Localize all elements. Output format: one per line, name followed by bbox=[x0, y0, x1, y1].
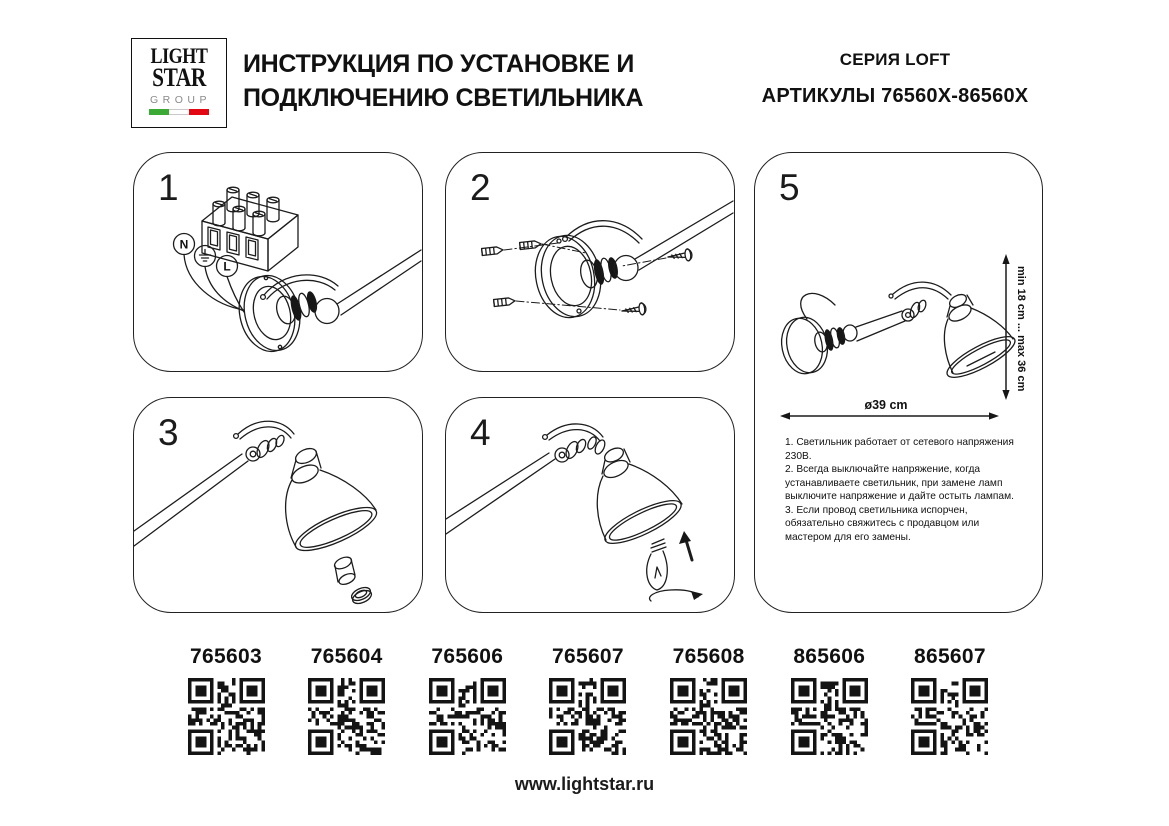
wire-label-line bbox=[217, 256, 238, 277]
article-code: 765608 bbox=[672, 645, 745, 668]
width-dimension-label: ø39 cm bbox=[864, 398, 908, 412]
qr-wrap bbox=[670, 678, 747, 755]
warning-item: 1. Светильник работает от сетевого напряжения 230В. bbox=[785, 437, 1014, 462]
flag-white bbox=[169, 109, 189, 115]
qr-code bbox=[429, 678, 506, 755]
qr-wrap bbox=[911, 678, 988, 755]
step-3-illustration bbox=[134, 398, 422, 612]
svg-text:N: N bbox=[179, 237, 189, 252]
step-3-number: 3 bbox=[158, 412, 179, 453]
logo-word-light: LIGHT bbox=[150, 43, 208, 68]
step-1-panel bbox=[133, 152, 423, 372]
lightstar-logo bbox=[131, 38, 227, 128]
lamp-arm bbox=[446, 424, 607, 534]
article-code: 765607 bbox=[552, 645, 624, 668]
article-code: 765603 bbox=[190, 645, 262, 668]
wire-label-neutral bbox=[174, 234, 195, 255]
website-url: www.lightstar.ru bbox=[514, 774, 655, 794]
qr-wrap bbox=[429, 678, 506, 755]
qr-wrap bbox=[791, 678, 868, 755]
header-right bbox=[745, 50, 1045, 108]
light-bulb bbox=[647, 539, 668, 590]
qr-code bbox=[791, 678, 868, 755]
article-code: 865607 bbox=[913, 645, 986, 668]
step-5-panel bbox=[754, 152, 1043, 613]
retaining-ring bbox=[350, 585, 374, 606]
step-1-illustration bbox=[134, 153, 422, 371]
page-title bbox=[243, 47, 643, 115]
articles-row bbox=[186, 645, 990, 770]
step-1-number: 1 bbox=[158, 167, 179, 208]
article-item bbox=[548, 645, 628, 770]
warning-item: 3. Если провод светильника испорчен, обязательно свяжитесь с продавцом или мастером для его замены. bbox=[785, 504, 980, 543]
supply-wires bbox=[184, 255, 244, 313]
series-label: СЕРИЯ LOFT bbox=[839, 50, 951, 69]
step-4-panel bbox=[445, 397, 735, 613]
step-2-illustration bbox=[446, 153, 734, 371]
article-item bbox=[186, 645, 266, 770]
article-item bbox=[427, 645, 507, 770]
assembled-lamp bbox=[777, 282, 1020, 384]
safety-warnings bbox=[785, 436, 1025, 544]
article-code: 765606 bbox=[431, 645, 504, 668]
article-item bbox=[669, 645, 749, 770]
qr-wrap bbox=[188, 678, 265, 755]
lamp-arm bbox=[134, 421, 294, 546]
lamp-shade bbox=[597, 445, 686, 551]
article-item bbox=[307, 645, 387, 770]
rotate-arrow bbox=[650, 590, 703, 601]
page-title-line1: ИНСТРУКЦИЯ ПО УСТАНОВКЕ И bbox=[243, 50, 635, 78]
article-code: 865606 bbox=[793, 645, 866, 668]
step-4-number: 4 bbox=[470, 412, 491, 453]
articles-range-label: АРТИКУЛЫ 76560X-86560X bbox=[761, 85, 1029, 107]
logo-word-group: GROUP bbox=[149, 94, 211, 106]
page-title-line2: ПОДКЛЮЧЕНИЮ СВЕТИЛЬНИКА bbox=[243, 84, 644, 112]
article-code: 765604 bbox=[310, 645, 383, 668]
flag-green bbox=[149, 109, 169, 115]
step-4-illustration bbox=[446, 398, 734, 612]
qr-wrap bbox=[308, 678, 385, 755]
height-dimension-arrow bbox=[1002, 254, 1009, 400]
terminal-block bbox=[202, 187, 298, 271]
wall-anchors bbox=[482, 240, 542, 306]
qr-code bbox=[549, 678, 626, 755]
flag-red bbox=[189, 109, 209, 115]
logo-italian-flag-bar bbox=[149, 109, 209, 115]
qr-code bbox=[308, 678, 385, 755]
wall-plate-assembly bbox=[232, 250, 421, 357]
socket-sleeve bbox=[333, 555, 357, 587]
article-item bbox=[910, 645, 990, 770]
qr-wrap bbox=[549, 678, 626, 755]
step-3-panel bbox=[133, 397, 423, 613]
article-item bbox=[789, 645, 869, 770]
insert-arrow bbox=[679, 531, 692, 560]
qr-code bbox=[911, 678, 988, 755]
warning-item: 2. Всегда выключайте напряжение, когда устанавливаете светильник, при замене ламп выключите напряжение и дайте остыть лампам. bbox=[785, 464, 1014, 502]
lamp-shade bbox=[286, 446, 382, 559]
svg-text:L: L bbox=[223, 259, 231, 274]
step-5-number: 5 bbox=[779, 167, 800, 208]
qr-code bbox=[188, 678, 265, 755]
width-dimension-arrow bbox=[780, 412, 999, 419]
qr-code bbox=[670, 678, 747, 755]
logo-word-star: STAR bbox=[152, 63, 206, 92]
step-2-number: 2 bbox=[470, 167, 491, 208]
step-2-panel bbox=[445, 152, 735, 372]
height-dimension-label: min 18 cm ... max 36 cm bbox=[1015, 266, 1027, 392]
